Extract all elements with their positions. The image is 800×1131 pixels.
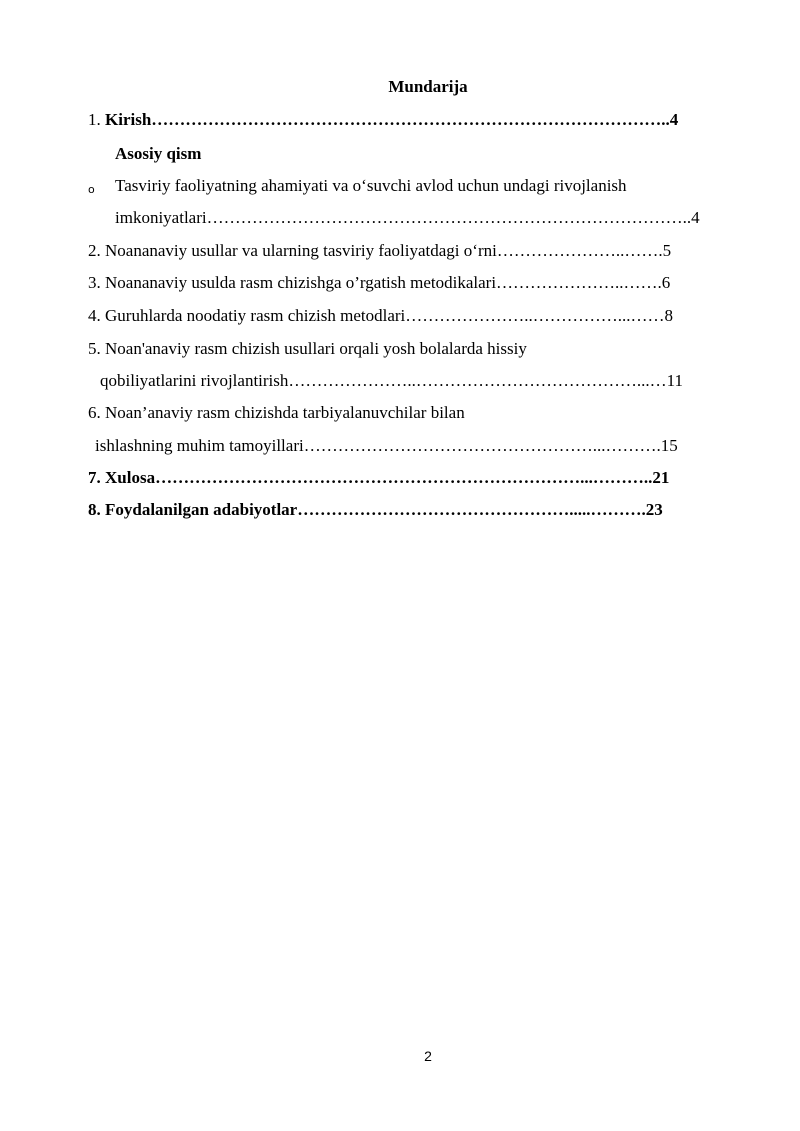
toc-entry-6-line1: 6. Noan’anaviy rasm chizishda tarbiyalanuvchilar bilan	[88, 403, 465, 422]
toc-section-heading: Asosiy qism	[115, 144, 202, 163]
toc-entry-8: 8. Foydalanilgan adabiyotlar………………………………………….....……….23	[88, 500, 663, 519]
toc-entry-4: 4. Guruhlarda noodatiy rasm chizish metodlari…………………..……………...……8	[88, 306, 673, 325]
toc-entry-6-line2: ishlashning muhim tamoyillari……………………………………………...……….15	[95, 436, 678, 455]
toc-entry-5-line1: 5. Noan'anaviy rasm chizish usullari orqali yosh bolalarda hissiy	[88, 339, 527, 358]
toc-entry-7: 7. Xulosa…………………………………………………………………...………..21	[88, 468, 670, 487]
toc-entry-2: 2. Noananaviy usullar va ularning tasviriy faoliyatdagi o‘rni…………………..…….5	[88, 241, 672, 260]
toc-sub-entry-line1: Tasviriy faoliyatning ahamiyati va o‘suvchi avlod uchun undagi rivojlanish	[115, 176, 627, 195]
toc-title: Mundarija	[388, 77, 468, 96]
toc-entry-5-line2: qobiliyatlarini rivojlantirish…………………..…………………………………...…11	[100, 371, 684, 390]
toc-bullet-icon: o	[88, 183, 95, 196]
toc-sub-entry-line2: imkoniyatlari…………………………………………………………………………..4	[115, 208, 700, 227]
toc-entry-intro	[88, 110, 678, 130]
page-number: 2	[424, 1048, 432, 1064]
toc-entry-intro-text: 1. Kirish………………………………………………………………………………..4	[88, 110, 679, 129]
toc-entry-3: 3. Noananaviy usulda rasm chizishga o’rgatish metodikalari…………………..…….6	[88, 273, 671, 292]
